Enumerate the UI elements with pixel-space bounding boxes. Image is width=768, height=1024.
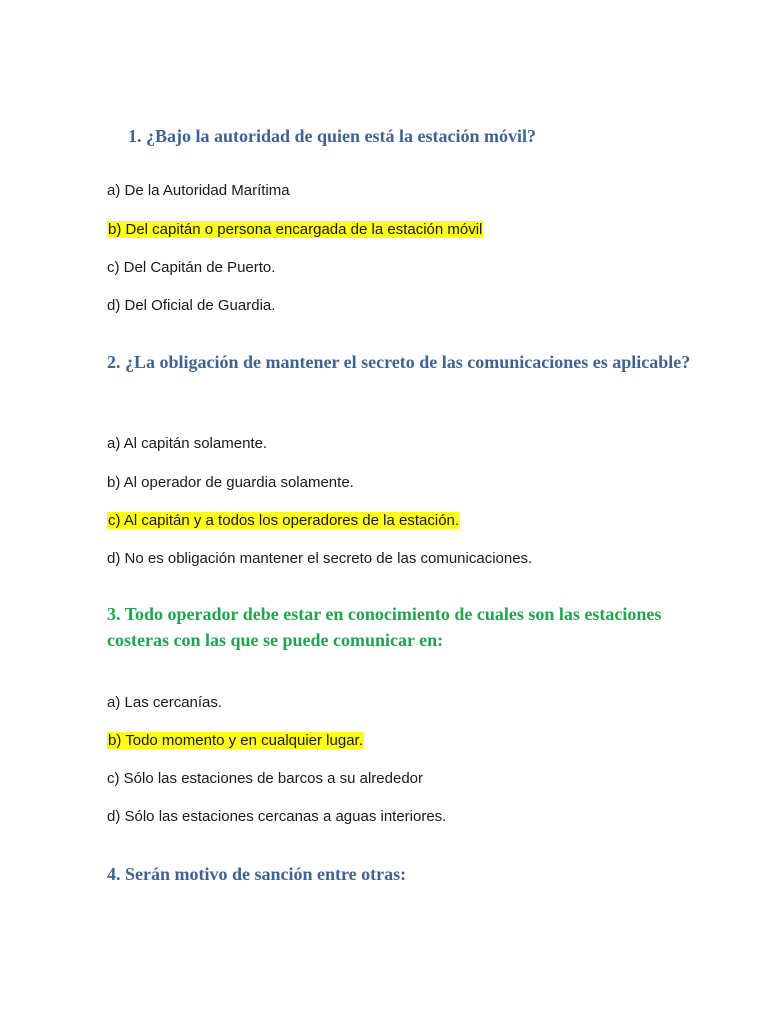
question-2-option-c-highlight: c) Al capitán y a todos los operadores de la estación. [108, 512, 460, 529]
question-2-option-b: b) Al operador de guardia solamente. [107, 474, 354, 491]
question-3-option-b-highlight: b) Todo momento y en cualquier lugar. [108, 732, 363, 749]
question-3-title: 3. Todo operador debe estar en conocimiento de cuales son las estaciones costeras con las que se puede comunicar en: [107, 604, 662, 650]
question-2-title: 2. ¿La obligación de mantener el secreto de las comunicaciones es aplicable? [107, 352, 691, 372]
question-3-option-a: a) Las cercanías. [107, 694, 223, 711]
question-4-title: 4. Serán motivo de sanción entre otras: [107, 864, 407, 884]
question-3-option-b [107, 731, 364, 751]
question-2-option-d: d) No es obligación mantener el secreto de las comunicaciones. [107, 550, 533, 567]
question-1-option-d: d) Del Oficial de Guardia. [107, 297, 276, 314]
question-1-option-b-highlight: b) Del capitán o persona encargada de la estación móvil [108, 221, 483, 238]
question-3-option-c: c) Sólo las estaciones de barcos a su alrededor [107, 770, 424, 787]
question-1-option-b [107, 220, 483, 240]
question-1-option-c: c) Del Capitán de Puerto. [107, 259, 276, 276]
question-2-option-a: a) Al capitán solamente. [107, 435, 268, 452]
question-2-option-c [107, 511, 460, 531]
question-1-title: 1. ¿Bajo la autoridad de quien está la estación móvil? [128, 126, 537, 146]
question-1-option-a: a) De la Autoridad Marítima [107, 182, 290, 199]
question-3-option-d: d) Sólo las estaciones cercanas a aguas interiores. [107, 808, 447, 825]
